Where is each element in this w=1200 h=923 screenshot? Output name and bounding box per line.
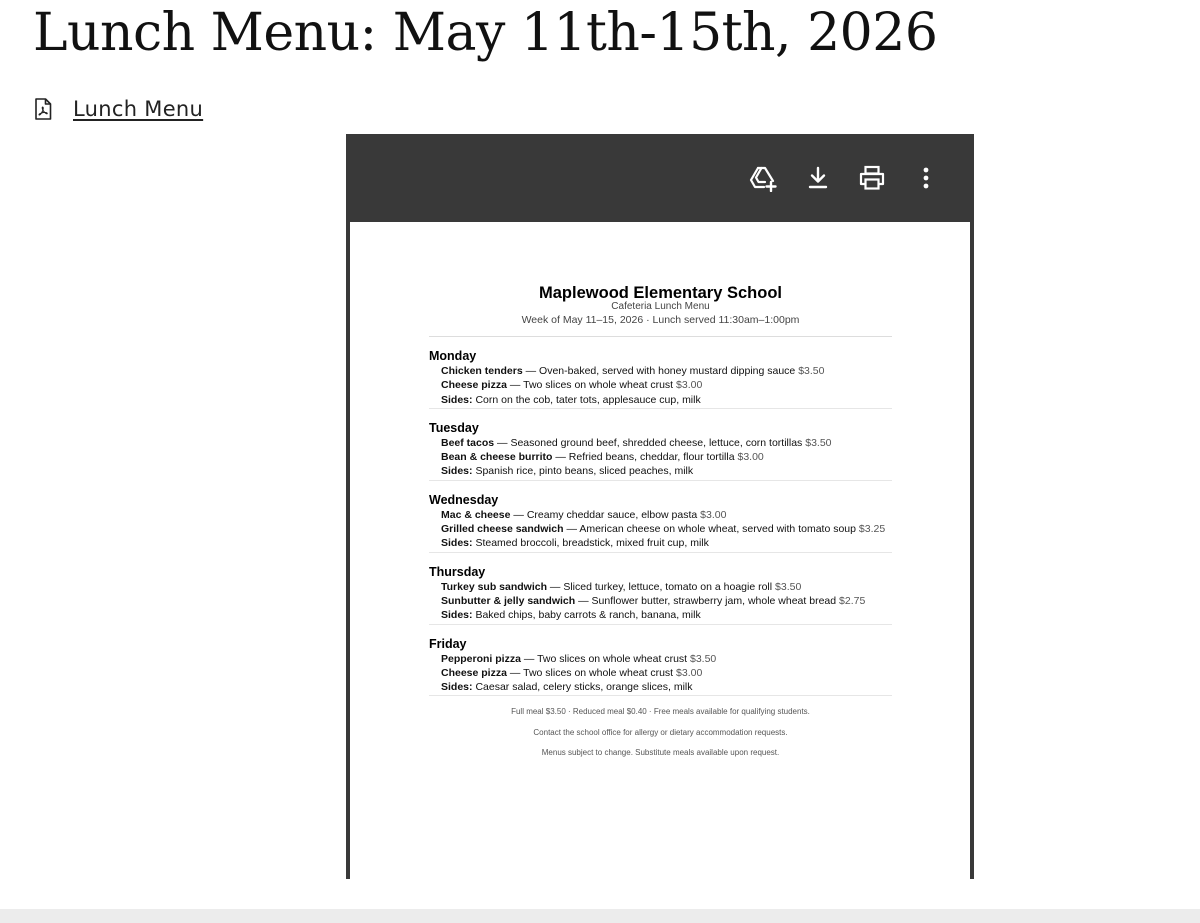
menu-item [429,436,892,450]
menu-item [429,522,892,536]
dash: — [513,508,524,521]
download-icon [807,166,829,190]
dish-name: Cheese pizza [441,379,507,392]
dish-name: Chicken tenders [441,365,523,377]
dish-description: Oven-baked, served with honey mustard dipping sauce [539,365,796,377]
dash: — [497,436,508,449]
dish-description: Sliced turkey, lettuce, tomato on a hoagie roll [563,580,773,593]
dish-description: Two slices on whole wheat crust [523,666,674,679]
dash: — [566,523,577,536]
dish-price: $3.00 [676,666,703,679]
sides-label: Sides: [441,681,473,694]
dish-description: Sunflower butter, strawberry jam, whole wheat bread [591,594,837,607]
dish-price: $3.50 [798,365,825,377]
day-section [429,637,892,697]
dash: — [555,451,566,464]
add-to-drive-icon [748,164,778,192]
dish-description: Creamy cheddar sauce, elbow pasta [526,508,698,521]
dish-name: Bean & cheese burrito [441,451,553,464]
file-attachment [34,96,203,122]
day-section [429,421,892,481]
page-bottom-bar [0,909,1200,923]
days-list [429,349,892,696]
footer-pricing-note: Full meal $3.50 · Reduced meal $0.40 · Free meals available for qualifying students. [511,707,810,717]
sides-text: Caesar salad, celery sticks, orange slices, milk [475,681,693,694]
sides-label: Sides: [441,537,473,550]
dish-name: Turkey sub sandwich [441,580,547,593]
menu-document [429,284,892,768]
dish-name: Sunbutter & jelly sandwich [441,594,576,607]
sides-text: Steamed broccoli, breadstick, mixed fruit cup, milk [475,537,709,550]
dash: — [525,365,537,377]
dish-price: $3.00 [676,379,703,392]
dish-description: Two slices on whole wheat crust [537,652,688,665]
sides-line [429,680,892,694]
print-button[interactable] [855,161,889,195]
dish-name: Pepperoni pizza [441,652,521,665]
dish-description: Seasoned ground beef, shredded cheese, lettuce, corn tortillas [510,436,803,449]
more-options-icon [922,166,930,190]
sides-label: Sides: [441,465,473,478]
dish-price: $3.50 [805,436,832,449]
school-name: Maplewood Elementary School [539,284,782,302]
dish-name: Mac & cheese [441,508,511,521]
dish-name: Beef tacos [441,436,495,449]
lunch-menu-file-link[interactable]: Lunch Menu [73,97,204,121]
viewer-toolbar [346,134,974,220]
dish-price: $3.00 [700,508,727,521]
day-name: Tuesday [429,420,479,435]
footer-change-note: Menus subject to change. Substitute meals available upon request. [541,748,780,758]
menu-item [429,378,892,392]
pdf-page [350,222,970,879]
pdf-file-icon [34,98,52,120]
dish-description: American cheese on whole wheat, served with tomato soup [579,523,856,536]
more-options-button[interactable] [909,161,943,195]
dash: — [509,379,521,392]
menu-item [429,594,892,608]
sides-text: Baked chips, baby carrots & ranch, banana, milk [475,609,701,622]
dish-price: $3.00 [737,451,764,464]
dash: — [578,594,589,607]
day-name: Friday [429,636,467,651]
menu-item [429,450,892,464]
sides-text: Corn on the cob, tater tots, applesauce cup, milk [475,393,701,406]
download-button[interactable] [801,161,835,195]
menu-item [429,580,892,594]
menu-footer [429,706,892,758]
page-title: Lunch Menu: May 11th-15th, 2026 [33,3,938,63]
day-section [429,493,892,553]
sides-line [429,393,892,407]
day-name: Monday [429,349,477,363]
dash: — [509,666,521,679]
sides-label: Sides: [441,393,473,406]
sides-line [429,608,892,622]
day-name: Thursday [429,564,486,579]
print-icon [858,165,886,191]
menu-item [429,508,892,522]
dash: — [549,580,561,593]
dish-price: $3.50 [775,580,802,593]
dish-price: $2.75 [839,594,866,607]
menu-item [429,666,892,680]
sides-line [429,536,892,550]
menu-subtitle: Cafeteria Lunch Menu [611,301,710,312]
menu-item [429,652,892,666]
dish-price: $3.25 [858,523,886,536]
sides-line [429,464,892,478]
dish-name: Grilled cheese sandwich [441,523,564,536]
dish-description: Two slices on whole wheat crust [523,379,674,392]
sides-text: Spanish rice, pinto beans, sliced peaches, milk [475,465,694,478]
footer-allergy-note: Contact the school office for allergy or dietary accommodation requests. [533,727,788,737]
day-section [429,349,892,409]
sides-label: Sides: [441,609,473,622]
add-to-drive-button[interactable] [746,161,780,195]
dish-price: $3.50 [690,652,717,665]
day-section [429,565,892,625]
pdf-viewer [346,134,974,879]
day-name: Wednesday [429,492,499,507]
menu-item [429,364,892,378]
dish-name: Cheese pizza [441,666,507,679]
dash: — [523,652,535,665]
dish-description: Refried beans, cheddar, flour tortilla [568,451,735,464]
week-info: Week of May 11–15, 2026 · Lunch served 11:30am–1:00pm [429,313,892,337]
